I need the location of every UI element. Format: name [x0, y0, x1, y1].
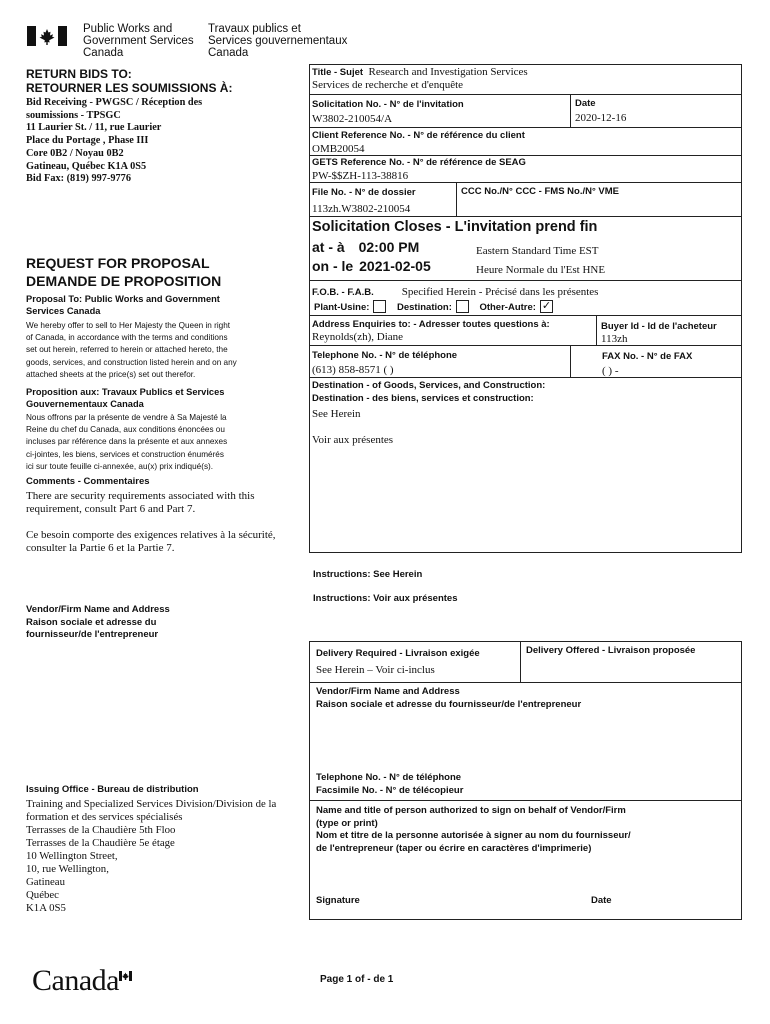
file-no-field [312, 185, 416, 217]
fob-value: Specified Herein - Précisé dans les présentes [401, 286, 599, 298]
fax-label: FAX No. - N° de FAX [602, 351, 693, 362]
tz-en: Eastern Standard Time EST [476, 245, 599, 257]
proposal-to-text [26, 320, 237, 381]
client-reference-field [312, 130, 525, 155]
buyer-id-value: 113zh [601, 333, 628, 345]
address-enquiries-field [312, 318, 550, 344]
telephone-label: Telephone No. - N° de téléphone [312, 350, 458, 361]
comments-line: consulter la Partie 6 et la Partie 7. [26, 541, 175, 554]
destination-label: Destination: [397, 302, 452, 313]
signature-date-label: Date [591, 895, 612, 906]
comments-line: requirement, consult Part 6 and Part 7. [26, 502, 196, 515]
issuing-line: K1A 0S5 [26, 902, 66, 914]
issuing-line: Terrasses de la Chaudière 5e étage [26, 837, 175, 849]
comments-line: There are security requirements associated with this [26, 490, 255, 502]
destination-value-fr: Voir aux présentes [312, 433, 394, 446]
department-name-fr [208, 23, 347, 59]
divider [456, 182, 457, 216]
address-line: soumissions - TPSGC [26, 109, 121, 121]
fob-field [312, 283, 598, 315]
proposition-line: Proposition aux: Travaux Publics et Services [26, 387, 225, 397]
canada-wordmark-flag-icon [119, 968, 132, 978]
proposition-text-line: ici sur toute feuille ci-annexée, au(x) prix indiqué(s). [26, 461, 214, 471]
return-bids-address [26, 97, 202, 186]
file-no-label: File No. - N° de dossier [312, 187, 416, 198]
divider [570, 345, 571, 377]
divider [309, 682, 742, 683]
client-ref-label: Client Reference No. - N° de référence du client [312, 130, 525, 141]
date-value: 2020-12-16 [575, 112, 627, 124]
gets-ref-label: GETS Reference No. - N° de référence de SEAG [312, 157, 526, 168]
date-field [575, 96, 626, 126]
tz-fr: Heure Normale du l'Est HNE [476, 264, 606, 276]
closes-timezone [476, 242, 605, 280]
solicitation-no-field [312, 98, 464, 126]
dept-en-line: Public Works and [83, 23, 173, 35]
comments-text-en [26, 490, 254, 515]
proposition-text [26, 412, 227, 473]
proposal-to-line: Proposal To: Public Works and Government [26, 294, 220, 304]
title-label: Title - Sujet [312, 67, 364, 78]
proposal-text-line: set out herein, referred to herein or attached hereto, the [26, 345, 228, 355]
fax-value: ( ) - [602, 365, 619, 377]
fob-label: F.O.B. - F.A.B. [312, 287, 374, 298]
buyer-id-label: Buyer Id - Id de l'acheteur [601, 321, 717, 332]
proposition-text-line: ci-jointes, les biens, services et construction énumérés [26, 449, 224, 459]
solicitation-no-label: Solicitation No. - N° de l'invitation [312, 99, 464, 110]
proposition-text-line: Nous offrons par la présente de vendre à Sa Majesté la [26, 413, 227, 422]
vendor-right-label-fr: Raison sociale et adresse du fournisseur/de l'entrepreneur [316, 698, 582, 710]
issuing-office-address [26, 798, 276, 915]
solicitation-closes-title: Solicitation Closes - L'invitation prend fin [312, 219, 598, 235]
closes-time: 02:00 PM [358, 239, 420, 255]
solicitation-no-value: W3802-210054/A [312, 113, 393, 125]
closes-at-row [312, 239, 419, 255]
canada-wordmark [32, 964, 119, 998]
destination-label-fr: Destination - des biens, services et construction: [312, 392, 534, 404]
plant-usine-label: Plant-Usine: [314, 302, 370, 313]
comments-label: Comments - Commentaires [26, 476, 150, 487]
dept-en-line: Canada [83, 47, 124, 59]
delivery-offered-label: Delivery Offered - Livraison proposée [526, 645, 696, 656]
proposition-line: Gouvernementaux Canada [26, 398, 144, 409]
proposition-aux-label [26, 387, 224, 410]
signer-line: (type or print) [316, 817, 378, 829]
issuing-office-label: Issuing Office - Bureau de distribution [26, 784, 199, 795]
dept-fr-line: Travaux publics et [208, 23, 301, 35]
closes-on-row [312, 258, 431, 274]
proposal-text-line: We hereby offer to sell to Her Majesty the Queen in right [26, 321, 231, 330]
return-bids-fr: RETOURNER LES SOUMISSIONS À: [26, 81, 233, 95]
vendor-left-line: fournisseur/de l'entrepreneur [26, 629, 159, 640]
proposal-text-line: of Canada, in accordance with the terms and conditions [26, 333, 228, 343]
file-no-value: 113zh.W3802-210054 [312, 203, 411, 215]
plant-checkbox[interactable] [373, 300, 386, 313]
signer-line: de l'entrepreneur (taper ou écrire en caractères d'imprimerie) [316, 842, 592, 854]
dept-en-line: Government Services [83, 35, 194, 47]
closes-on-label: on - le [312, 258, 354, 274]
address-line: Core 0B2 / Noyau 0B2 [26, 147, 124, 159]
address-line: Bid Fax: (819) 997-9776 [26, 173, 131, 185]
page-number: Page 1 of - de 1 [320, 974, 394, 985]
ccc-no-label: CCC No./N° CCC - FMS No./N° VME [461, 186, 620, 197]
canada-flag-logo [27, 26, 67, 46]
issuing-line: formation et des services spécialisés [26, 811, 183, 823]
comments-line: Ce besoin comporte des exigences relatives à la sécurité, [26, 529, 276, 541]
checkmark-icon: ✓ [541, 299, 552, 312]
other-autre-label: Other-Autre: [479, 302, 536, 313]
rfp-title-fr: DEMANDE DE PROPOSITION [26, 273, 222, 289]
vendor-right-label-en: Vendor/Firm Name and Address [316, 686, 460, 697]
date-label: Date [575, 98, 596, 109]
proposition-text-line: incluses par référence dans la présente et aux annexes [26, 437, 228, 447]
vendor-left-line: Raison sociale et adresse du [26, 616, 157, 628]
divider [596, 315, 597, 345]
buyer-id-field [601, 320, 717, 346]
proposal-text-line: goods, services, and construction listed herein and on any [26, 357, 237, 367]
address-line: Place du Portage , Phase III [26, 135, 149, 147]
address-enquiries-label: Address Enquiries to: - Adresser toutes questions à: [312, 319, 550, 330]
rfp-title-en: REQUEST FOR PROPOSAL [26, 255, 210, 271]
delivery-required-field [316, 646, 480, 678]
issuing-line: Gatineau [26, 876, 65, 888]
proposal-to-label [26, 294, 220, 317]
destination-field [312, 380, 545, 446]
divider [309, 127, 742, 128]
divider [309, 94, 742, 95]
issuing-line: Training and Specialized Services Division/Division de la [26, 798, 277, 810]
proposition-text-line: Reine du chef du Canada, aux conditions énoncées ou [26, 425, 225, 435]
closes-date: 2021-02-05 [359, 258, 431, 274]
destination-label-en: Destination - of Goods, Services, and Construction: [312, 380, 546, 391]
issuing-line: Terrasses de la Chaudière 5th Floo [26, 824, 176, 836]
gets-ref-value: PW-$$ZH-113-38816 [312, 169, 409, 182]
divider [309, 377, 742, 378]
delivery-required-value: See Herein – Voir ci-inclus [316, 664, 435, 676]
return-bids-title [26, 67, 232, 95]
proposal-text-line: attached sheets at the price(s) set out therefor. [26, 369, 196, 379]
proposal-to-line: Services Canada [26, 305, 101, 316]
address-line: Bid Receiving - PWGSC / Réception des [26, 97, 203, 108]
address-enquiries-value: Reynolds(zh), Diane [312, 331, 404, 343]
other-checkbox[interactable] [540, 300, 553, 313]
title-value-fr: Services de recherche et d'enquête [312, 79, 464, 91]
delivery-required-label: Delivery Required - Livraison exigée [316, 648, 480, 659]
vendor-firm-label-left [26, 604, 170, 642]
vendor-telephone-label: Telephone No. - N° de téléphone [316, 772, 462, 783]
telephone-value: (613) 858-8571 ( ) [312, 364, 394, 376]
divider [309, 155, 742, 156]
instructions-fr: Instructions: Voir aux présentes [313, 593, 458, 604]
signer-line: Nom et titre de la personne autorisée à signer au nom du fournisseur/ [316, 830, 631, 841]
address-line: 11 Laurier St. / 11, rue Laurier [26, 122, 162, 134]
dept-fr-line: Canada [208, 47, 249, 59]
vendor-firm-field-right [316, 686, 581, 711]
divider [309, 800, 742, 801]
divider [309, 345, 742, 346]
divider [520, 641, 521, 682]
destination-checkbox[interactable] [456, 300, 469, 313]
issuing-line: 10, rue Wellington, [26, 863, 109, 875]
authorized-signer-field [316, 805, 631, 855]
comments-text-fr [26, 529, 276, 554]
closes-at-label: at - à [312, 239, 345, 255]
fax-field [602, 349, 692, 379]
destination-value-en: See Herein [312, 408, 361, 420]
issuing-line: Québec [26, 889, 59, 901]
gets-reference-field [312, 157, 526, 182]
canada-wordmark-text: Canada [32, 964, 119, 997]
return-bids-en: RETURN BIDS TO: [26, 67, 132, 81]
issuing-line: 10 Wellington Street, [26, 850, 118, 862]
request-for-proposal-title [26, 254, 221, 290]
divider [309, 216, 742, 217]
divider [570, 94, 571, 127]
title-value-en: Research and Investigation Services [368, 66, 528, 78]
dept-fr-line: Services gouvernementaux [208, 35, 348, 47]
address-line: Gatineau, Québec K1A 0S5 [26, 160, 147, 172]
vendor-facsimile-label: Facsimile No. - N° de télécopieur [316, 784, 464, 796]
divider [309, 315, 742, 316]
signature-label: Signature [316, 895, 360, 906]
vendor-contact-field [316, 772, 463, 797]
instructions-en: Instructions: See Herein [313, 569, 423, 580]
telephone-field [312, 348, 457, 378]
title-field [312, 66, 528, 91]
signer-line: Name and title of person authorized to sign on behalf of Vendor/Firm [316, 805, 626, 816]
department-name-en [83, 23, 194, 59]
vendor-left-line: Vendor/Firm Name and Address [26, 604, 170, 615]
divider [309, 182, 742, 183]
divider [309, 280, 742, 281]
client-ref-value: OMB20054 [312, 142, 365, 155]
